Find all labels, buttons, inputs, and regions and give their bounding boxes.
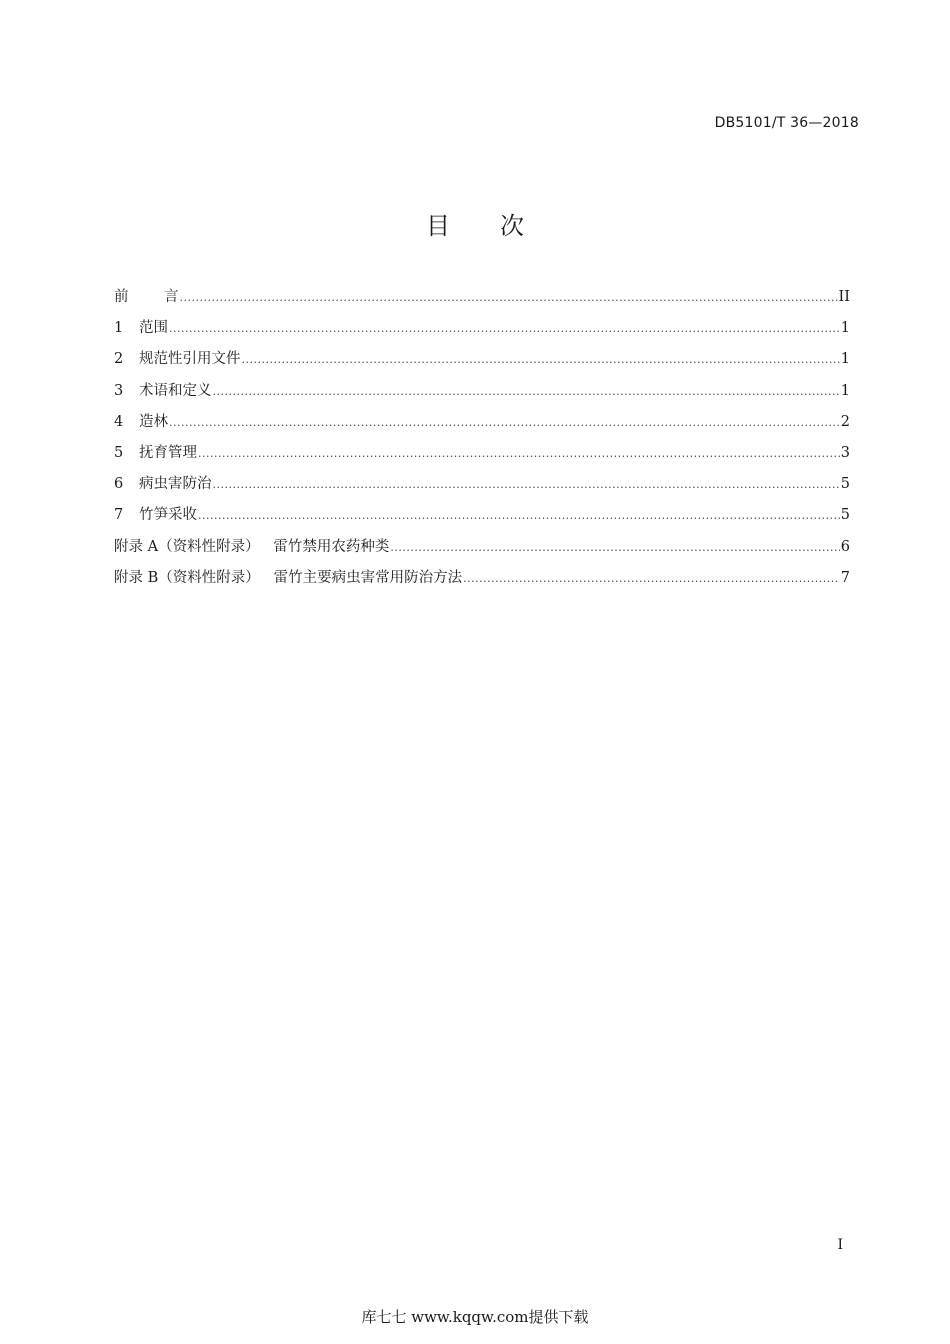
toc-entry-number: 3 (114, 382, 124, 399)
footer-download-note: 库七七 www.kqqw.com提供下载 (361, 1308, 589, 1326)
toc-leader-dots (213, 381, 840, 403)
toc-entry-number: 2 (114, 351, 124, 368)
toc-entry-scope[interactable] (114, 317, 850, 348)
toc-entry-label: 竹笋采收 (139, 507, 197, 524)
toc-title-char-1: 目 (426, 212, 450, 240)
toc-entry-label: 造林 (139, 413, 168, 430)
toc-entry-foreword[interactable] (114, 286, 850, 317)
toc-leader-dots (463, 568, 840, 590)
toc-entry-page: 1 (840, 351, 850, 368)
toc-entry-afforestation[interactable] (114, 411, 850, 442)
toc-entry-number: 1 (114, 320, 124, 337)
toc-leader-dots (169, 318, 840, 340)
toc-entry-label: 范围 (139, 320, 168, 337)
toc-entry-label: 规范性引用文件 (139, 351, 241, 368)
document-code: DB5101/T 36—2018 (714, 115, 859, 131)
toc-entry-label: 附录 B（资料性附录） 雷竹主要病虫害常用防治方法 (114, 569, 463, 586)
toc-entry-page: II (838, 289, 850, 305)
toc-entry-normative-references[interactable] (114, 348, 850, 379)
toc-leader-dots (198, 443, 840, 465)
toc-entry-page: 6 (840, 538, 850, 555)
toc-entry-number: 前 (114, 289, 147, 305)
toc-title (0, 206, 950, 241)
toc-entry-page: 1 (840, 320, 850, 337)
toc-entry-label: 附录 A（资料性附录） 雷竹禁用农药种类 (114, 538, 390, 555)
toc-entry-label: 病虫害防治 (139, 476, 212, 493)
toc-entry-terms-definitions[interactable] (114, 380, 850, 411)
toc-leader-dots (180, 287, 838, 309)
toc-entry-page: 3 (840, 444, 850, 461)
toc-entry-pest-control[interactable] (114, 473, 850, 504)
toc-entry-label: 术语和定义 (139, 382, 212, 399)
toc-leader-dots (213, 474, 840, 496)
toc-entry-tending-management[interactable] (114, 442, 850, 473)
toc-entry-number: 4 (114, 413, 124, 430)
toc-entry-page: 5 (840, 507, 850, 524)
toc-entry-label: 抚育管理 (139, 444, 197, 461)
toc-leader-dots (198, 505, 840, 527)
toc-entry-shoot-harvest[interactable] (114, 504, 850, 535)
toc-entry-appendix-b[interactable] (114, 567, 850, 598)
toc-entry-label: 言 (164, 289, 179, 305)
toc-leader-dots (242, 349, 840, 371)
table-of-contents (114, 286, 850, 598)
toc-title-char-2: 次 (500, 212, 524, 240)
page-number: I (837, 1237, 843, 1253)
toc-entry-page: 5 (840, 476, 850, 493)
toc-leader-dots (169, 412, 840, 434)
toc-entry-page: 2 (840, 413, 850, 430)
toc-entry-number: 7 (114, 507, 124, 524)
toc-entry-number: 5 (114, 444, 124, 461)
toc-entry-page: 7 (840, 569, 850, 586)
toc-entry-number: 6 (114, 476, 124, 493)
toc-entry-appendix-a[interactable] (114, 536, 850, 567)
toc-entry-page: 1 (840, 382, 850, 399)
toc-leader-dots (390, 537, 839, 559)
